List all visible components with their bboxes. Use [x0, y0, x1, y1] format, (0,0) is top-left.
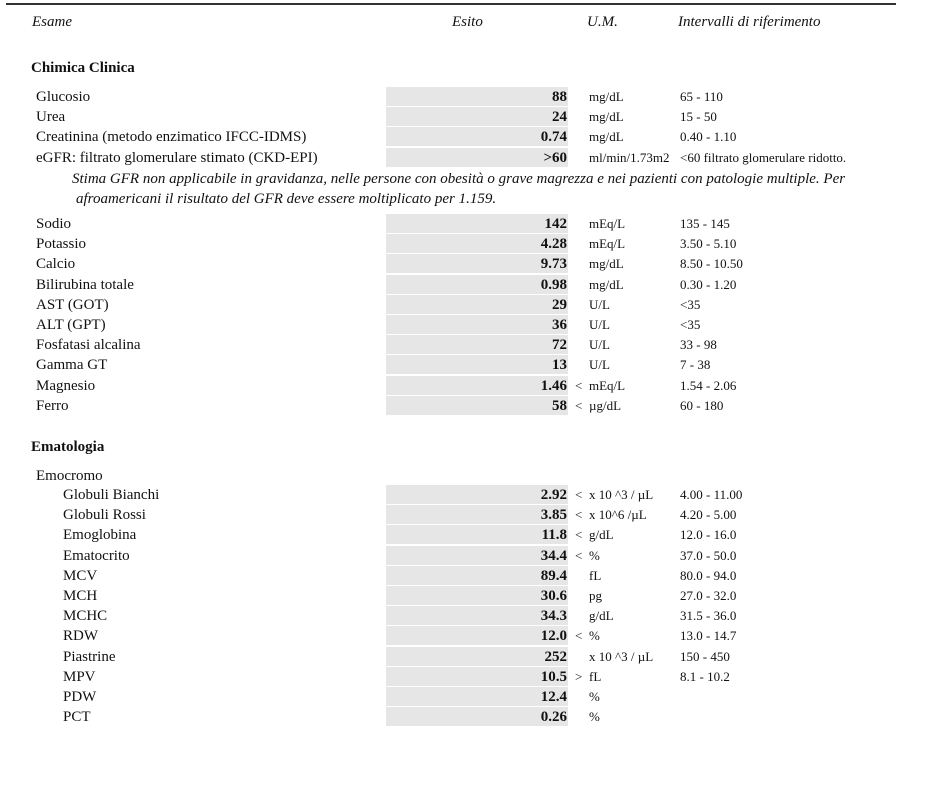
result-value: 0.98: [386, 275, 568, 294]
result-row: [0, 667, 928, 687]
test-name: MCV: [63, 567, 98, 584]
reference-interval: 65 - 110: [680, 89, 723, 104]
reference-interval: 4.00 - 11.00: [680, 487, 743, 502]
result-value: 9.73: [386, 254, 568, 273]
gfr-note: [72, 169, 887, 209]
unit-of-measure: g/dL: [589, 608, 614, 624]
reference-interval: 3.50 - 5.10: [680, 236, 737, 252]
unit-of-measure: mg/dL: [589, 256, 624, 272]
test-name: PCT: [63, 709, 91, 726]
unit-of-measure: ml/min/1.73m2: [589, 149, 670, 165]
out-of-range-flag: <: [575, 397, 583, 413]
test-name: eGFR: filtrato glomerulare stimato (CKD-EPI): [36, 149, 318, 166]
result-row: [0, 485, 928, 505]
out-of-range-flag: <: [575, 628, 583, 644]
test-name: Globuli Rossi: [63, 507, 146, 524]
unit-of-measure: %: [589, 547, 600, 563]
result-value: 0.26: [386, 707, 568, 726]
result-value: 2.92: [386, 485, 568, 504]
test-name: PDW: [63, 689, 97, 705]
test-name: Globuli Bianchi: [63, 487, 160, 503]
header-esito: Esito: [452, 14, 483, 30]
unit-of-measure: x 10 ^3 / µL: [589, 648, 654, 664]
unit-of-measure: %: [589, 689, 600, 704]
result-row: [0, 315, 928, 335]
result-row: [0, 355, 928, 375]
result-value: 12.4: [386, 687, 568, 706]
reference-interval: 31.5 - 36.0: [680, 608, 737, 624]
out-of-range-flag: >: [575, 668, 583, 684]
result-row: [0, 234, 928, 254]
result-value: 29: [386, 295, 568, 314]
result-value: 24: [386, 107, 568, 126]
result-row: [0, 254, 928, 274]
result-value: 11.8: [386, 525, 568, 544]
result-row: [0, 566, 928, 586]
unit-of-measure: mEq/L: [589, 236, 626, 252]
unit-of-measure: fL: [589, 567, 602, 583]
test-name: Magnesio: [36, 377, 96, 394]
section-title-ematologia: Ematologia: [31, 439, 105, 455]
result-row: [0, 687, 928, 707]
top-rule: [6, 3, 896, 5]
reference-interval: 80.0 - 94.0: [680, 567, 737, 583]
result-value: 252: [386, 647, 568, 666]
test-name: Creatinina (metodo enzimatico IFCC-IDMS): [36, 129, 307, 146]
unit-of-measure: U/L: [589, 357, 610, 373]
out-of-range-flag: <: [575, 547, 583, 563]
test-name: MPV: [63, 668, 96, 685]
result-value: 89.4: [386, 566, 568, 585]
reference-interval: 135 - 145: [680, 216, 730, 231]
test-name: ALT (GPT): [36, 317, 106, 333]
test-name: AST (GOT): [36, 296, 109, 313]
reference-interval: 1.54 - 2.06: [680, 377, 737, 393]
result-row: [0, 127, 928, 147]
result-value: 1.46: [386, 376, 568, 395]
reference-interval: 7 - 38: [680, 357, 711, 373]
unit-of-measure: U/L: [589, 317, 610, 332]
reference-interval: 37.0 - 50.0: [680, 547, 737, 563]
reference-interval: 13.0 - 14.7: [680, 628, 737, 644]
result-row: [0, 586, 928, 606]
result-row: [0, 707, 928, 727]
result-value: 88: [386, 87, 568, 106]
unit-of-measure: pg: [589, 588, 602, 603]
result-row: [0, 606, 928, 626]
test-name: Ematocrito: [63, 547, 130, 564]
unit-of-measure: %: [589, 709, 600, 725]
gfr-note-line-2: afroamericani il risultato del GFR deve essere moltiplicato per 1.159.: [76, 191, 497, 207]
result-value: 10.5: [386, 667, 568, 686]
reference-interval: 60 - 180: [680, 397, 724, 413]
test-name: Urea: [36, 109, 66, 126]
test-name: Calcio: [36, 256, 76, 273]
result-value: 34.4: [386, 546, 568, 565]
out-of-range-flag: <: [575, 377, 583, 393]
test-name: Piastrine: [63, 648, 116, 665]
result-row: [0, 107, 928, 127]
subsection-emocromo: Emocromo: [36, 468, 103, 484]
unit-of-measure: mEq/L: [589, 216, 626, 231]
test-name: MCHC: [63, 608, 108, 625]
result-value: 13: [386, 355, 568, 374]
unit-of-measure: fL: [589, 668, 602, 684]
test-name: Bilirubina totale: [36, 276, 134, 293]
result-row: [0, 214, 928, 234]
result-row: [0, 335, 928, 355]
test-name: Glucosio: [36, 89, 91, 105]
gfr-note-line-1: Stima GFR non applicabile in gravidanza, nelle persone con obesità o grave magrezza e nei pazienti con patologie multiple. Per: [72, 171, 846, 187]
reference-interval: 4.20 - 5.00: [680, 507, 737, 523]
result-row: [0, 376, 928, 396]
result-value: 58: [386, 396, 568, 415]
unit-of-measure: mEq/L: [589, 377, 626, 393]
result-row: [0, 525, 928, 545]
unit-of-measure: U/L: [589, 296, 610, 312]
reference-interval: 27.0 - 32.0: [680, 588, 737, 603]
result-row: [0, 626, 928, 646]
test-name: Gamma GT: [36, 357, 108, 374]
result-row: [0, 647, 928, 667]
reference-interval: 33 - 98: [680, 337, 717, 353]
test-name: MCH: [63, 588, 98, 604]
out-of-range-flag: <: [575, 527, 583, 543]
result-row: [0, 148, 928, 168]
section-title-chimica: Chimica Clinica: [31, 60, 135, 76]
result-value: 34.3: [386, 606, 568, 625]
unit-of-measure: mg/dL: [589, 276, 624, 292]
result-value: 30.6: [386, 586, 568, 605]
unit-of-measure: x 10^6 /µL: [589, 507, 647, 523]
test-name: Sodio: [36, 216, 72, 232]
unit-of-measure: mg/dL: [589, 89, 624, 104]
reference-interval: 0.40 - 1.10: [680, 129, 737, 145]
result-row: [0, 275, 928, 295]
unit-of-measure: µg/dL: [589, 397, 622, 413]
result-value: 4.28: [386, 234, 568, 253]
header-esame: Esame: [32, 14, 72, 30]
result-row: [0, 505, 928, 525]
header-um: U.M.: [587, 14, 618, 30]
result-value: 36: [386, 315, 568, 334]
result-row: [0, 87, 928, 107]
header-intervalli: Intervalli di riferimento: [678, 14, 821, 30]
result-value: >60: [386, 148, 568, 167]
reference-interval: <60 filtrato glomerulare ridotto.: [680, 149, 847, 165]
reference-interval: 150 - 450: [680, 648, 730, 664]
reference-interval: 8.50 - 10.50: [680, 256, 743, 272]
out-of-range-flag: <: [575, 507, 583, 523]
test-name: Emoglobina: [63, 527, 137, 544]
unit-of-measure: %: [589, 628, 600, 644]
result-value: 12.0: [386, 626, 568, 645]
result-value: 142: [386, 214, 568, 233]
result-row: [0, 396, 928, 416]
result-value: 3.85: [386, 505, 568, 524]
reference-interval: 0.30 - 1.20: [680, 276, 737, 292]
test-name: Ferro: [36, 397, 69, 414]
out-of-range-flag: <: [575, 487, 583, 502]
result-value: 0.74: [386, 127, 568, 146]
result-row: [0, 546, 928, 566]
unit-of-measure: mg/dL: [589, 129, 624, 145]
unit-of-measure: mg/dL: [589, 109, 624, 125]
result-value: 72: [386, 335, 568, 354]
reference-interval: <35: [680, 296, 701, 312]
reference-interval: 8.1 - 10.2: [680, 668, 730, 684]
test-name: Fosfatasi alcalina: [36, 337, 141, 354]
result-row: [0, 295, 928, 315]
reference-interval: <35: [680, 317, 701, 332]
reference-interval: 12.0 - 16.0: [680, 527, 737, 543]
unit-of-measure: g/dL: [589, 527, 614, 543]
unit-of-measure: U/L: [589, 337, 610, 353]
test-name: RDW: [63, 628, 98, 645]
unit-of-measure: x 10 ^3 / µL: [589, 487, 654, 502]
test-name: Potassio: [36, 236, 87, 253]
reference-interval: 15 - 50: [680, 109, 717, 125]
